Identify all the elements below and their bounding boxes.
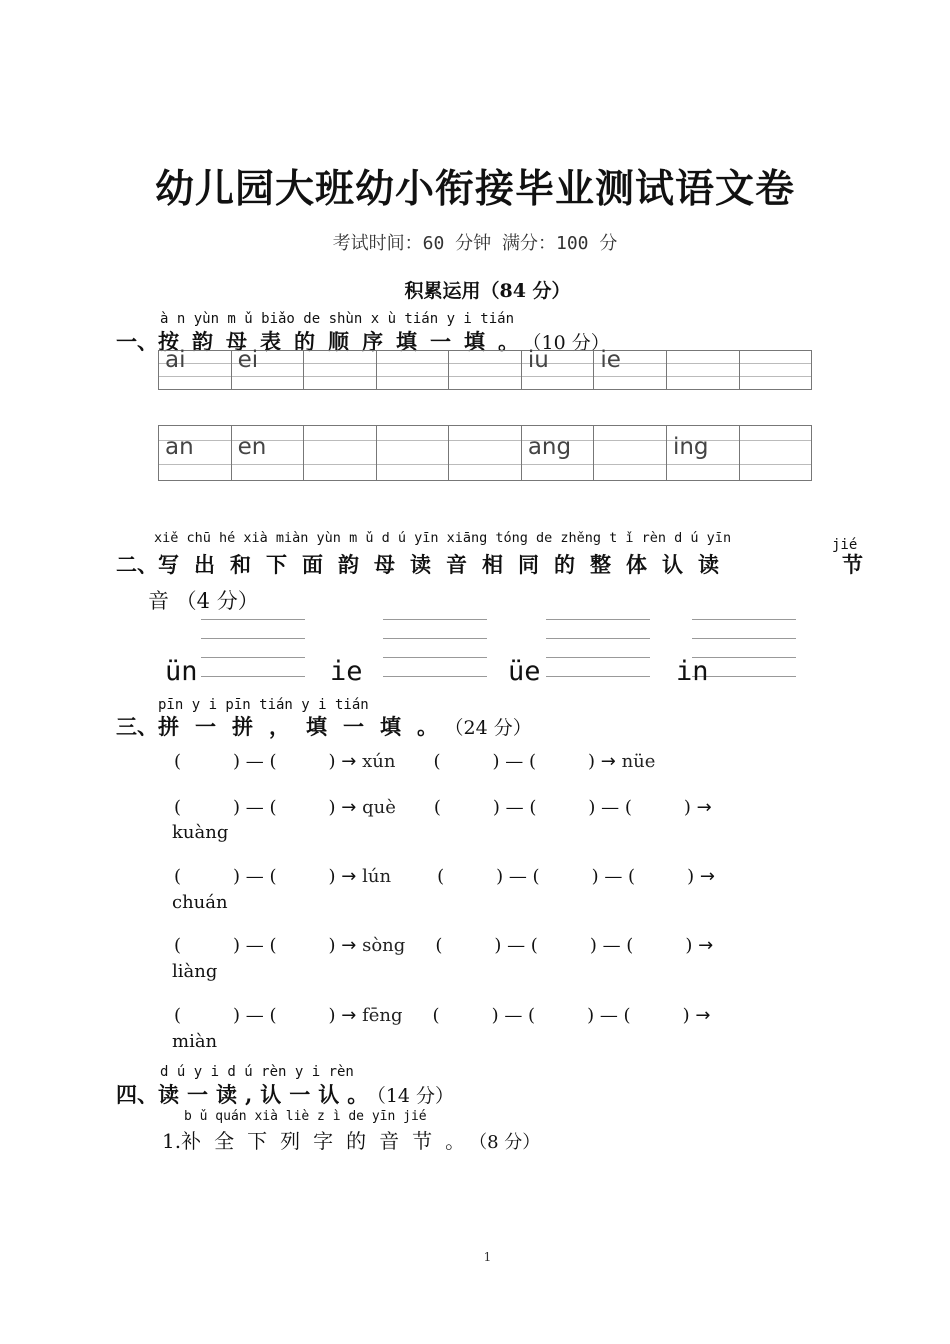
pinyin-syllable: lún	[362, 866, 392, 887]
grid-cell[interactable]: an	[159, 426, 232, 480]
grid-cell[interactable]	[667, 351, 740, 389]
q2-line	[116, 549, 734, 579]
grid-cell[interactable]	[740, 426, 812, 480]
page-title: 幼儿园大班幼小衔接毕业测试语文卷	[154, 167, 795, 212]
pinyin-syllable: sòng	[362, 935, 406, 956]
q1-pinyin: à n yùn m ǔ biǎo de shùn x ù tián y i tián	[160, 311, 515, 327]
q3-pinyin: pīn y i pīn tián y i tián	[158, 697, 369, 713]
q2-item: ün	[165, 656, 198, 687]
pinyin-syllable: nüe	[621, 751, 656, 772]
pinyin-syllable: miàn	[172, 1031, 218, 1052]
q1-score: （10 分）	[532, 332, 610, 354]
q2-pinyin-jie: jié	[832, 537, 858, 553]
q3-score: （24 分）	[454, 717, 532, 739]
grid-cell[interactable]	[594, 426, 667, 480]
pinyin-syllable: xún	[362, 751, 396, 772]
grid-cell[interactable]: iu	[522, 351, 595, 389]
grid-cell[interactable]: ai	[159, 351, 232, 389]
q2-text: 写出和下面韵母读音相同的整体认读	[158, 552, 734, 577]
grid-cell[interactable]	[449, 351, 522, 389]
q2-line2: 音 （4 分）	[148, 589, 259, 613]
q4-sub1-score: （8 分）	[478, 1132, 541, 1153]
grid-cell[interactable]: en	[232, 426, 305, 480]
grid-cell[interactable]: ang	[522, 426, 595, 480]
q4-sub1-pinyin: b ǔ quán xià liè z ì de yīn jié	[184, 1109, 427, 1124]
q4-text: 读一读,认一认。	[158, 1082, 377, 1107]
q2-pinyin: xiě chū hé xià miàn yùn m ǔ d ú yīn xiāng tóng de zhěng t ǐ rèn d ú yīn	[154, 530, 732, 546]
grid-cell[interactable]	[377, 351, 450, 389]
q2-item: in	[676, 656, 709, 687]
q4-sub1-text: 补全下列字的音节。	[181, 1129, 479, 1153]
q3-number: 三、	[116, 714, 158, 739]
grid-cell[interactable]: ie	[594, 351, 667, 389]
q4-score: （14 分）	[376, 1085, 455, 1107]
grid-cell[interactable]: ei	[232, 351, 305, 389]
section-heading: 积累运用（84 分）	[404, 280, 571, 302]
pinyin-syllable: liàng	[172, 961, 218, 982]
q1-number: 一、	[116, 329, 158, 354]
q1-grid-row1	[158, 347, 812, 390]
q3-row: ( ) — ( ) → lún ( ) — ( ) — ( ) →	[174, 866, 715, 887]
grid-cell[interactable]	[740, 351, 812, 389]
grid-cell[interactable]: ing	[667, 426, 740, 480]
q3-row: ( ) — ( ) → fēng ( ) — ( ) — ( ) →	[174, 1005, 711, 1026]
q4-sub1-line	[162, 1125, 540, 1154]
q4-pinyin: d ú y i d ú rèn y i rèn	[160, 1064, 354, 1080]
page-number: 1	[483, 1250, 492, 1264]
pinyin-syllable: fēng	[362, 1005, 403, 1026]
q2-item: ie	[330, 656, 363, 687]
grid-cell[interactable]	[449, 426, 522, 480]
pinyin-syllable: què	[362, 797, 396, 818]
grid-cell[interactable]	[304, 426, 377, 480]
q4-sub1-number: 1.	[162, 1129, 182, 1153]
grid-cell[interactable]	[377, 426, 450, 480]
q2-item: üe	[508, 656, 541, 687]
q2-text-end: 节	[842, 552, 863, 577]
grid-cell[interactable]	[304, 351, 377, 389]
q3-text: 拼一拼，填一填。	[158, 714, 454, 739]
q4-line	[116, 1079, 454, 1109]
exam-info: 考试时间：60 分钟 满分：100 分	[332, 233, 618, 254]
q1-text: 按韵母表的顺序填一填。	[158, 329, 532, 354]
q3-line	[116, 711, 532, 741]
q3-row: ( ) — ( ) → sòng ( ) — ( ) — ( ) →	[174, 935, 714, 956]
q3-row: ( ) — ( ) → què ( ) — ( ) — ( ) →	[174, 797, 712, 818]
q4-number: 四、	[116, 1082, 158, 1107]
q2-number: 二、	[116, 552, 158, 577]
q3-row: ( ) — ( ) → xún ( ) — ( ) → nüe	[174, 751, 656, 772]
q1-grid-row2	[158, 425, 812, 481]
pinyin-syllable: kuàng	[172, 822, 229, 843]
pinyin-syllable: chuán	[172, 892, 228, 913]
